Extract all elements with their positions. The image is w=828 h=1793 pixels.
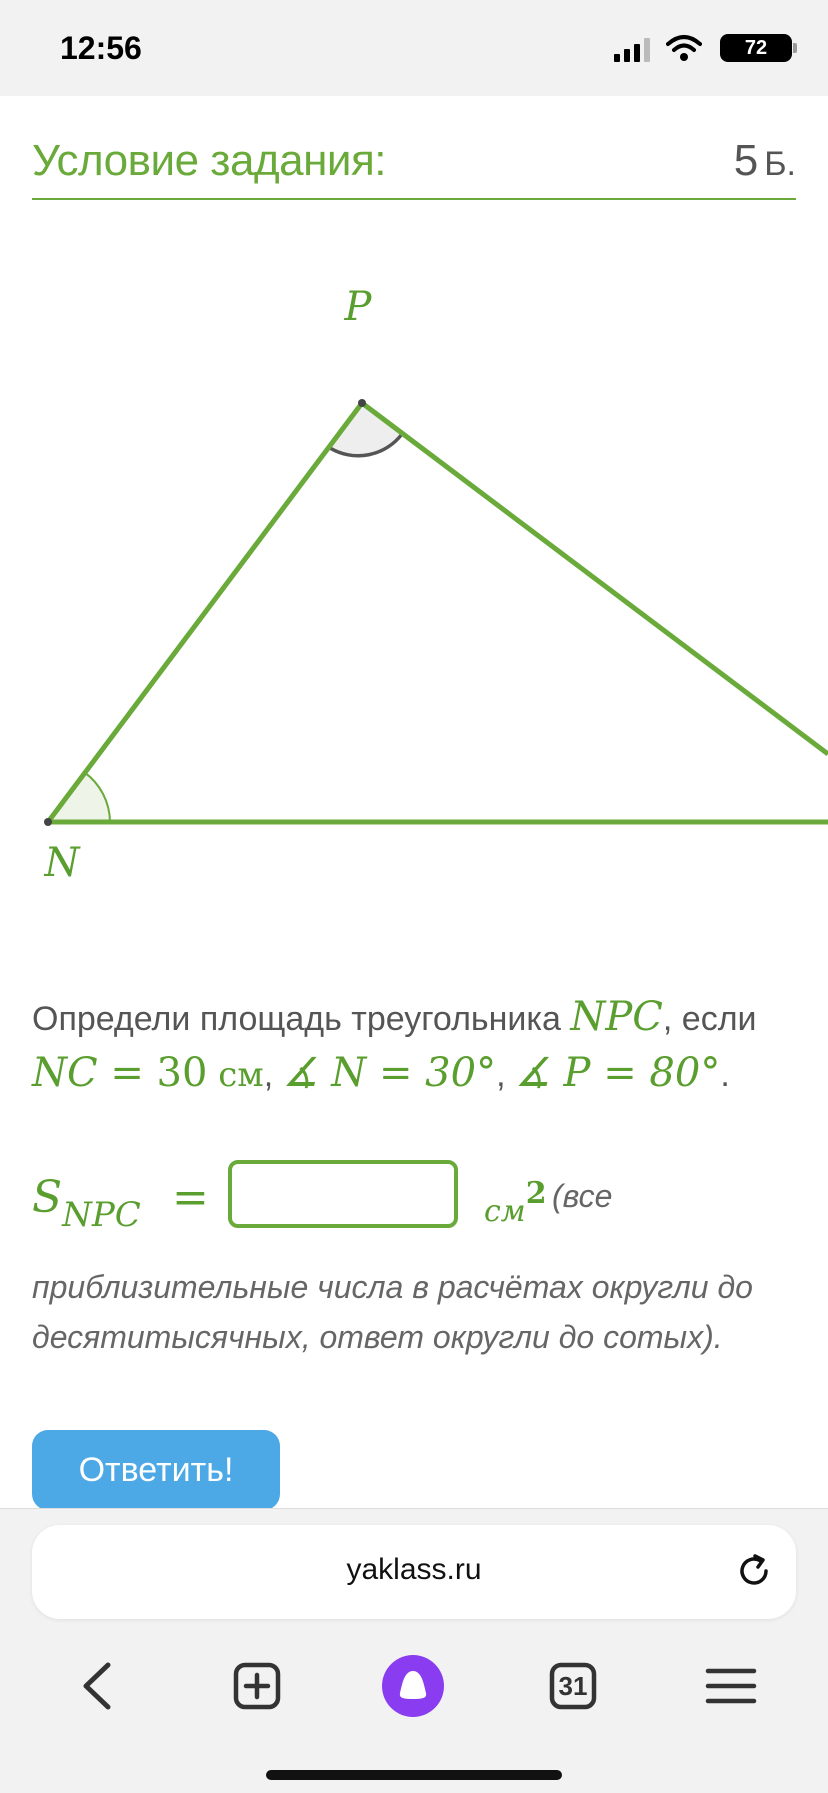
- wifi-icon: [666, 34, 702, 62]
- triangle-name: NPC: [570, 994, 663, 1040]
- task-header: [32, 128, 796, 200]
- points-value: 5: [733, 136, 759, 185]
- alice-assistant-icon[interactable]: [368, 1641, 458, 1731]
- answer-unit: [484, 1176, 547, 1229]
- problem-intro: Определи площадь треугольника: [32, 1000, 571, 1038]
- answer-input[interactable]: [228, 1160, 458, 1228]
- tabs-button[interactable]: [528, 1641, 618, 1731]
- angle-p-condition: ∡ P = 80°: [514, 1050, 721, 1096]
- browser-toolbar: [0, 1508, 828, 1793]
- status-time: 12:56: [60, 30, 142, 66]
- side-nc-value: = 30: [97, 1050, 208, 1096]
- task-title: Условие задания:: [32, 136, 387, 185]
- problem-if: , если: [662, 1000, 757, 1038]
- menu-icon[interactable]: [686, 1641, 776, 1731]
- answer-label: [32, 1172, 141, 1235]
- answer-row: [32, 1160, 802, 1240]
- vertex-n-label: N: [44, 840, 80, 886]
- vertex-p-label: P: [344, 284, 372, 330]
- task-points: [734, 136, 796, 186]
- side-np: [48, 403, 362, 822]
- period: .: [720, 1056, 730, 1094]
- submit-button[interactable]: Ответить!: [32, 1430, 280, 1510]
- nav-row: [0, 1641, 828, 1731]
- answer-label-s: S: [32, 1172, 63, 1223]
- reload-icon[interactable]: [734, 1551, 774, 1591]
- answer-unit-exp: 2: [525, 1176, 547, 1211]
- tabs-count: 31: [558, 1671, 588, 1701]
- new-tab-icon[interactable]: [212, 1641, 302, 1731]
- side-pc: [362, 403, 828, 754]
- answer-equals: =: [172, 1172, 209, 1223]
- angle-n-condition: ∡ N = 30°: [282, 1050, 497, 1096]
- points-unit: Б.: [764, 145, 796, 183]
- back-icon[interactable]: [52, 1641, 142, 1731]
- battery-level: 72: [744, 37, 768, 59]
- vertex-p-dot: [358, 399, 366, 407]
- cellular-signal-icon: [614, 38, 652, 62]
- status-bar: [0, 0, 828, 96]
- battery-icon: [720, 34, 792, 62]
- answer-unit-base: см: [484, 1194, 526, 1229]
- answer-note-start: (все: [552, 1178, 613, 1214]
- answer-label-sub: NPC: [62, 1195, 141, 1235]
- status-icons: [592, 34, 792, 64]
- vertex-n-dot: [44, 818, 52, 826]
- problem-statement: [32, 990, 802, 1102]
- address-bar[interactable]: [32, 1525, 796, 1619]
- home-indicator: [266, 1770, 562, 1780]
- side-nc-label: NC: [32, 1050, 98, 1096]
- side-nc-unit: см: [207, 1055, 264, 1095]
- comma-1: ,: [263, 1056, 283, 1094]
- triangle-figure: [0, 220, 828, 920]
- url-text: yaklass.ru: [346, 1553, 482, 1586]
- comma-2: ,: [496, 1056, 515, 1094]
- answer-note: приблизительные числа в расчётах округли до десятитысячных, ответ округли до сотых).: [32, 1269, 753, 1355]
